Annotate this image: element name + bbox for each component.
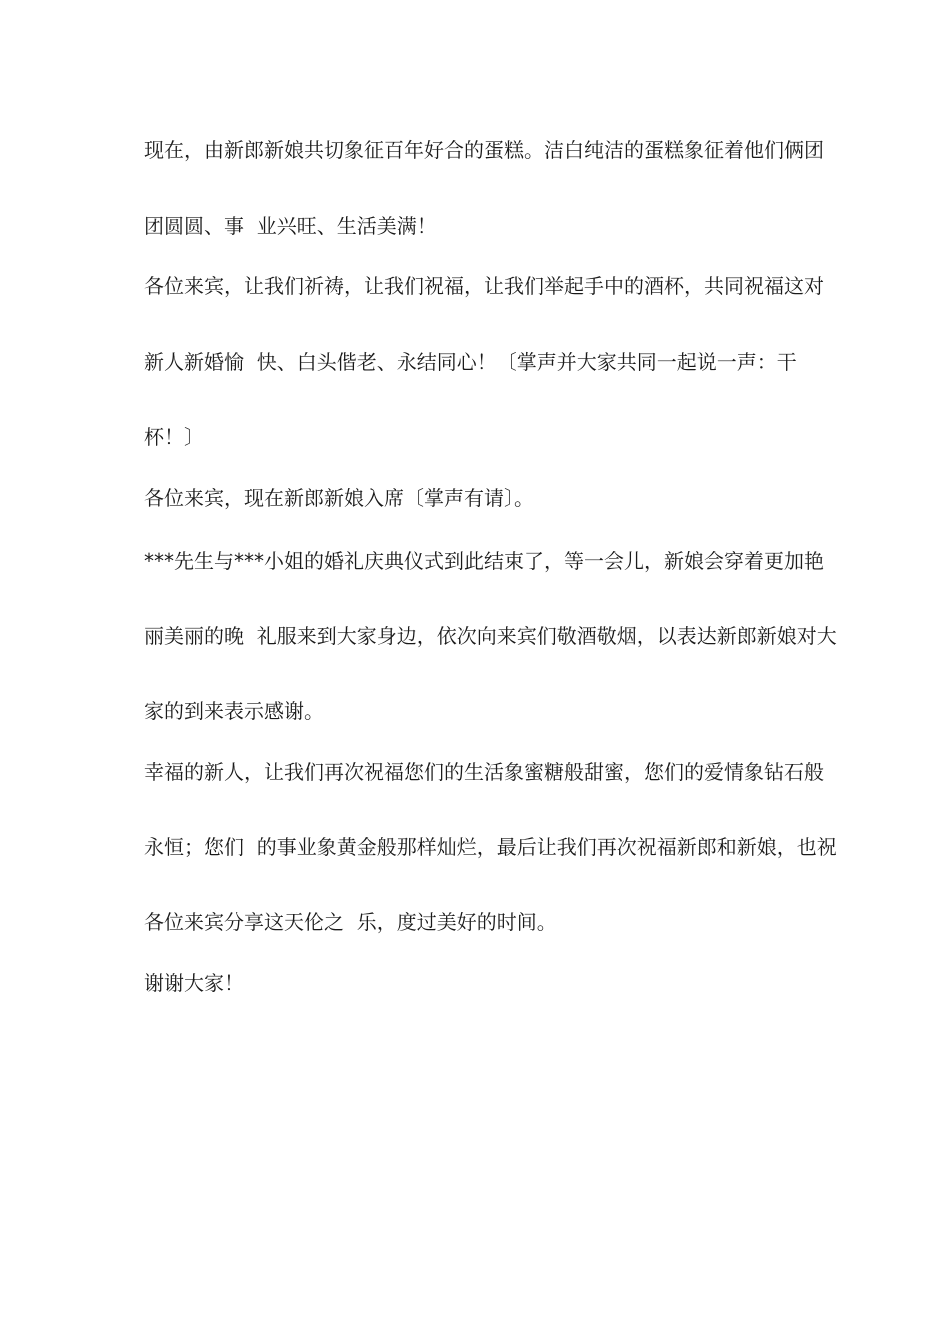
text-line: 各位来宾，现在新郎新娘入席〔掌声有请〕。	[144, 486, 534, 510]
text-line: 谢谢大家！	[144, 971, 244, 995]
text-line: 现在，由新郎新娘共切象征百年好合的蛋糕。洁白纯洁的蛋糕象征着他们俩团	[144, 138, 824, 162]
text-line: ***先生与***小姐的婚礼庆典仪式到此结束了，等一会儿，新娘会穿着更加艳	[144, 549, 824, 573]
text-line: 各位来宾分享这天伦之 乐，度过美好的时间。	[144, 910, 557, 934]
text-line: 杯！〕	[144, 425, 204, 449]
text-line: 丽美丽的晚 礼服来到大家身边，依次向来宾们敬酒敬烟，以表达新郎新娘对大	[144, 624, 837, 648]
text-line: 新人新婚愉 快、白头偕老、永结同心！〔掌声并大家共同一起说一声：干	[144, 350, 797, 374]
text-line: 团圆圆、事 业兴旺、生活美满！	[144, 214, 437, 238]
text-line: 永恒；您们 的事业象黄金般那样灿烂，最后让我们再次祝福新郎和新娘，也祝	[144, 835, 837, 859]
text-line: 各位来宾，让我们祈祷，让我们祝福，让我们举起手中的酒杯，共同祝福这对	[144, 274, 824, 298]
text-line: 家的到来表示感谢。	[144, 699, 324, 723]
text-line: 幸福的新人，让我们再次祝福您们的生活象蜜糖般甜蜜，您们的爱情象钻石般	[144, 760, 824, 784]
